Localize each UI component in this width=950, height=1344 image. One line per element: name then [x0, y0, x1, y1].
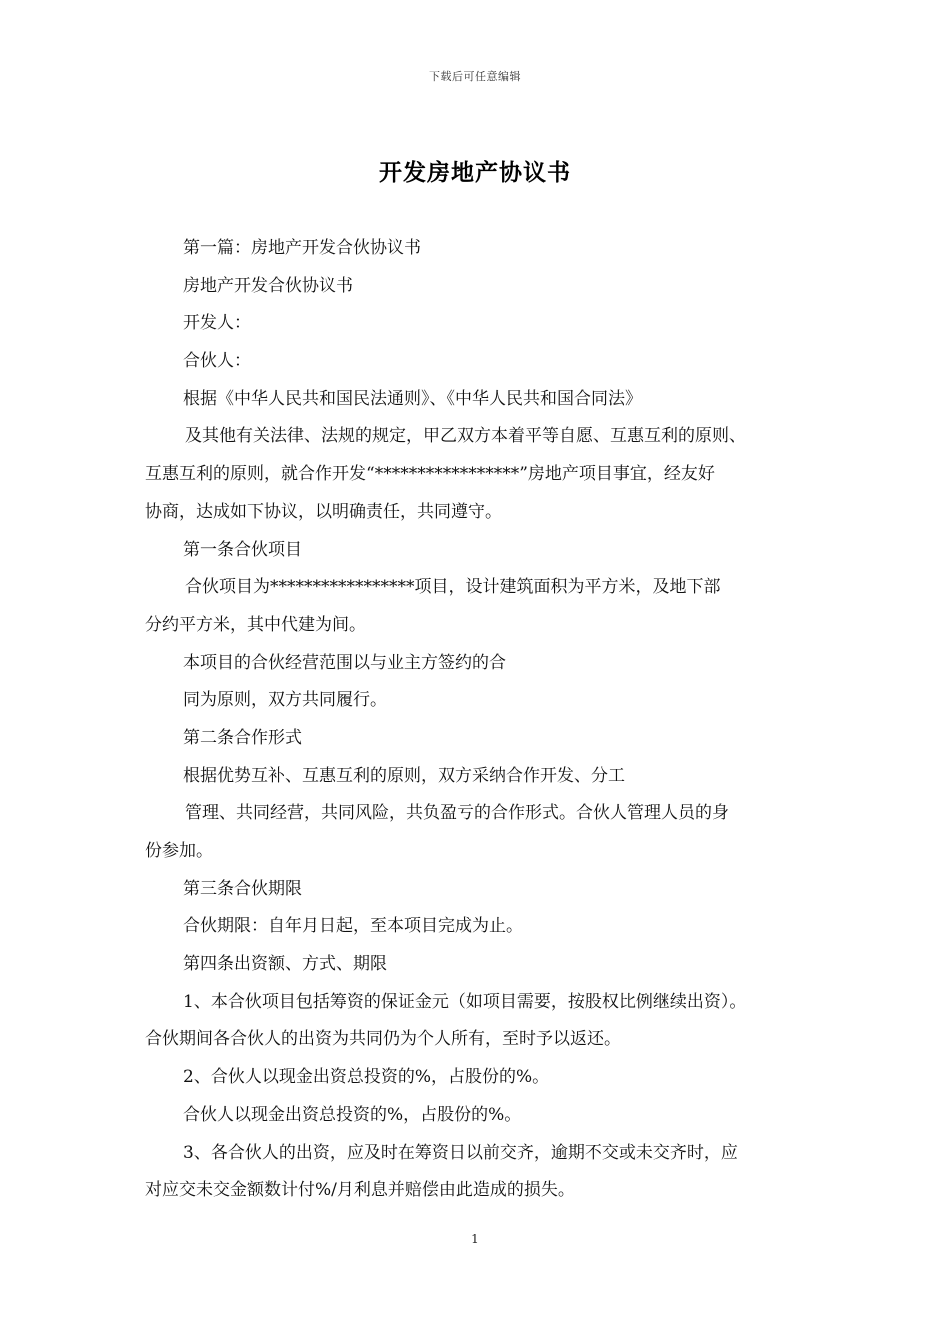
paragraph-line: 房地产开发合伙协议书 [183, 275, 353, 296]
paragraph-line: 根据《中华人民共和国民法通则》、《中华人民共和国合同法》 [183, 388, 642, 409]
paragraph-line: 分约平方米，其中代建为间。 [145, 614, 366, 635]
partner-label: 合伙人： [183, 351, 251, 372]
page-header: 下载后可任意编辑 [429, 70, 521, 83]
paragraph-line: 1、本合伙项目包括筹资的保证金元（如项目需要，按股权比例继续出资）。 [183, 991, 747, 1012]
document-body [145, 230, 813, 1210]
paragraph-line: 协商，达成如下协议，以明确责任，共同遵守。 [145, 501, 502, 522]
article-heading: 第一条合伙项目 [183, 539, 302, 560]
paragraph-line: 合伙人以现金出资总投资的%，占股份的%。 [183, 1104, 522, 1125]
paragraph-line: 合伙期限：自年月日起，至本项目完成为止。 [183, 916, 523, 937]
article-heading: 第二条合作形式 [183, 727, 302, 748]
paragraph-line: 互惠互利的原则，就合作开发“*****************”房地产项目事宜，经友好 [145, 464, 715, 485]
paragraph-line: 3、各合伙人的出资，应及时在筹资日以前交齐，逾期不交或未交齐时，应 [183, 1142, 738, 1163]
paragraph-line: 合伙项目为*****************项目，设计建筑面积为平方米，及地下部 [185, 577, 721, 598]
paragraph-line: 2、合伙人以现金出资总投资的%，占股份的%。 [183, 1067, 550, 1088]
document-title: 开发房地产协议书 [379, 159, 571, 186]
paragraph-line: 本项目的合伙经营范围以与业主方签约的合 [183, 652, 506, 673]
section-heading: 第一篇：房地产开发合伙协议书 [183, 238, 421, 258]
developer-label: 开发人： [183, 313, 251, 334]
paragraph-line: 管理、共同经营，共同风险，共负盈亏的合作形式。合伙人管理人员的身 [185, 803, 729, 824]
paragraph-line: 份参加。 [145, 841, 213, 861]
paragraph-line: 合伙期间各合伙人的出资为共同仍为个人所有，至时予以返还。 [145, 1029, 621, 1050]
article-heading: 第三条合伙期限 [183, 878, 302, 899]
paragraph-line: 根据优势互补、互惠互利的原则，双方采纳合作开发、分工 [183, 765, 625, 786]
paragraph-line: 对应交未交金额数计付%/月利息并赔偿由此造成的损失。 [145, 1180, 575, 1201]
paragraph-line: 及其他有关法律、法规的规定，甲乙双方本着平等自愿、互惠互利的原则、 [185, 426, 746, 447]
paragraph-line: 同为原则，双方共同履行。 [183, 690, 387, 711]
article-heading: 第四条出资额、方式、期限 [183, 954, 387, 975]
page-number: 1 [471, 1232, 479, 1246]
